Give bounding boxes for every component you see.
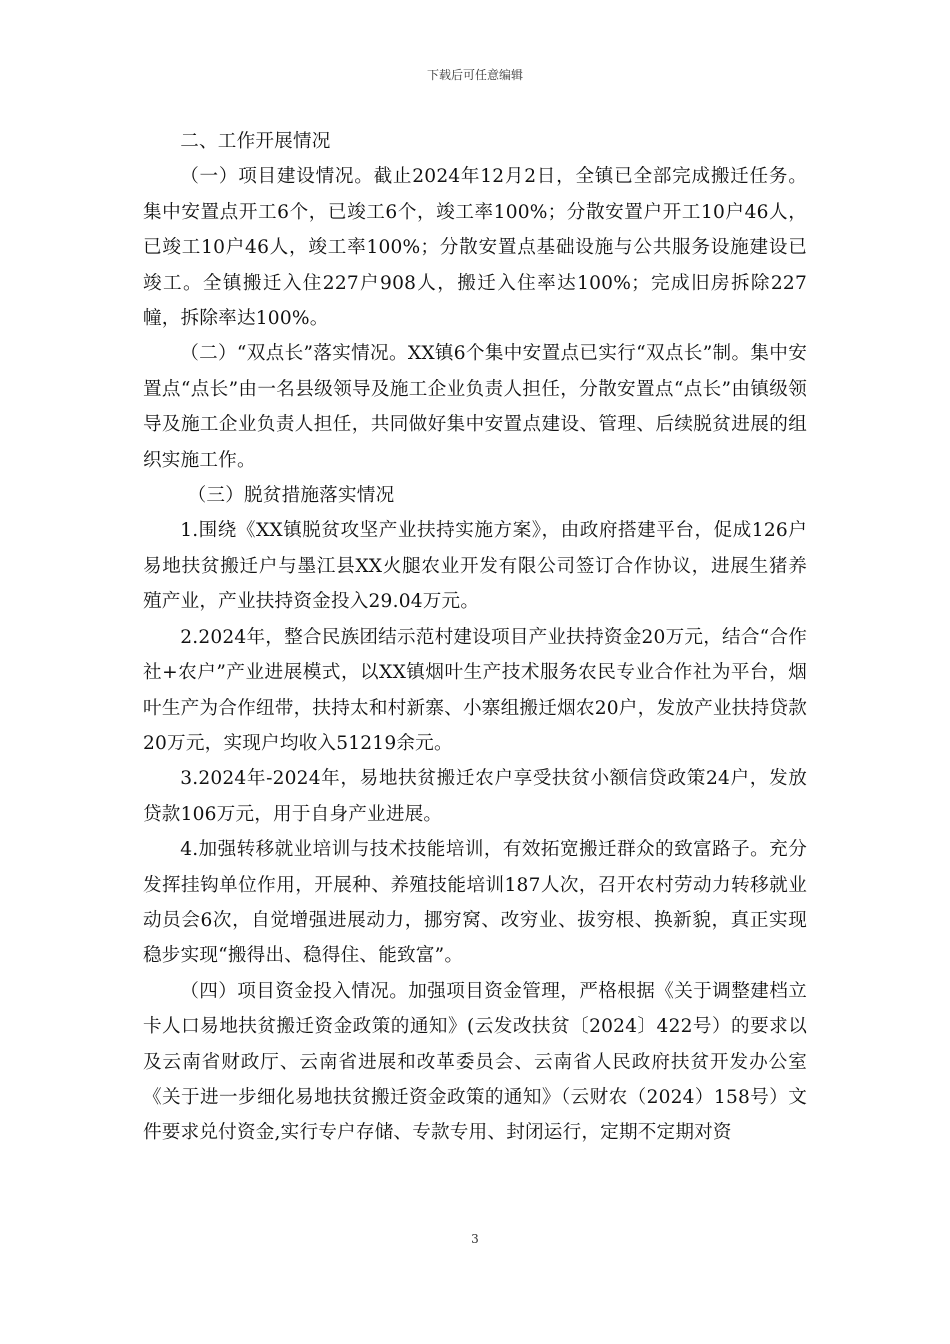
paragraph-project-construction: （一）项目建设情况。截止2024年12月2日，全镇已全部完成搬迁任务。集中安置点开工6个，已竣工6个，竣工率100%；分散安置户开工10户46人，已竣工10户46人，竣工率100%；分散安置点基础设施与公共服务设施建设已竣工。全镇搬迁入住227户908人，搬迁入住率达100%；完成旧房拆除227幢，拆除率达100%。 bbox=[143, 166, 807, 330]
paragraph-funding: （四）项目资金投入情况。加强项目资金管理，严格根据《关于调整建档立卡人口易地扶贫搬迁资金政策的通知》(云发改扶贫〔2024〕422号）的要求以及云南省财政厅、云南省进展和改革委员会、云南省人民政府扶贫开发办公室《关于进一步细化易地扶贫搬迁资金政策的通知》（云财农（2024）158号）文件要求兑付资金,实行专户存储、专款专用、封闭运行，定期不定期对资 bbox=[143, 980, 807, 1144]
page-number: 3 bbox=[471, 1232, 479, 1246]
section-heading: 二、工作开展情况 bbox=[180, 131, 331, 152]
paragraph-measure-3: 3.2024年-2024年，易地扶贫搬迁农户享受扶贫小额信贷政策24户，发放贷款106万元，用于自身产业进展。 bbox=[143, 768, 807, 825]
paragraph-double-point-leader: （二）“双点长”落实情况。XX镇6个集中安置点已实行“双点长”制。集中安置点“点长”由一名县级领导及施工企业负责人担任，分散安置点“点长”由镇级领导及施工企业负责人担任，共同做好集中安置点建设、管理、后续脱贫进展的组织实施工作。 bbox=[143, 343, 807, 471]
paragraph-measure-2: 2.2024年，整合民族团结示范村建设项目产业扶持资金20万元，结合“合作社+农户”产业进展模式，以XX镇烟叶生产技术服务农民专业合作社为平台，烟叶生产为合作纽带，扶持太和村新寨、小寨组搬迁烟农20户，发放产业扶持贷款20万元，实现户均收入51219余元。 bbox=[143, 626, 807, 754]
paragraph-measure-4: 4.加强转移就业培训与技术技能培训，有效拓宽搬迁群众的致富路子。充分发挥挂钩单位作用，开展种、养殖技能培训187人次，召开农村劳动力转移就业动员会6次，自觉增强进展动力，挪穷窝、改穷业、拔穷根、换新貌，真正实现稳步实现“搬得出、稳得住、能致富”。 bbox=[143, 839, 807, 967]
page-header-note: 下载后可任意编辑 bbox=[426, 68, 523, 82]
paragraph-poverty-measures-heading: （三）脱贫措施落实情况 bbox=[187, 485, 395, 507]
document-body bbox=[143, 124, 807, 1151]
paragraph-measure-1: 1.围绕《XX镇脱贫攻坚产业扶持实施方案》，由政府搭建平台，促成126户易地扶贫搬迁户与墨江县XX火腿农业开发有限公司签订合作协议，进展生猪养殖产业，产业扶持资金投入29.04万元。 bbox=[143, 520, 807, 613]
